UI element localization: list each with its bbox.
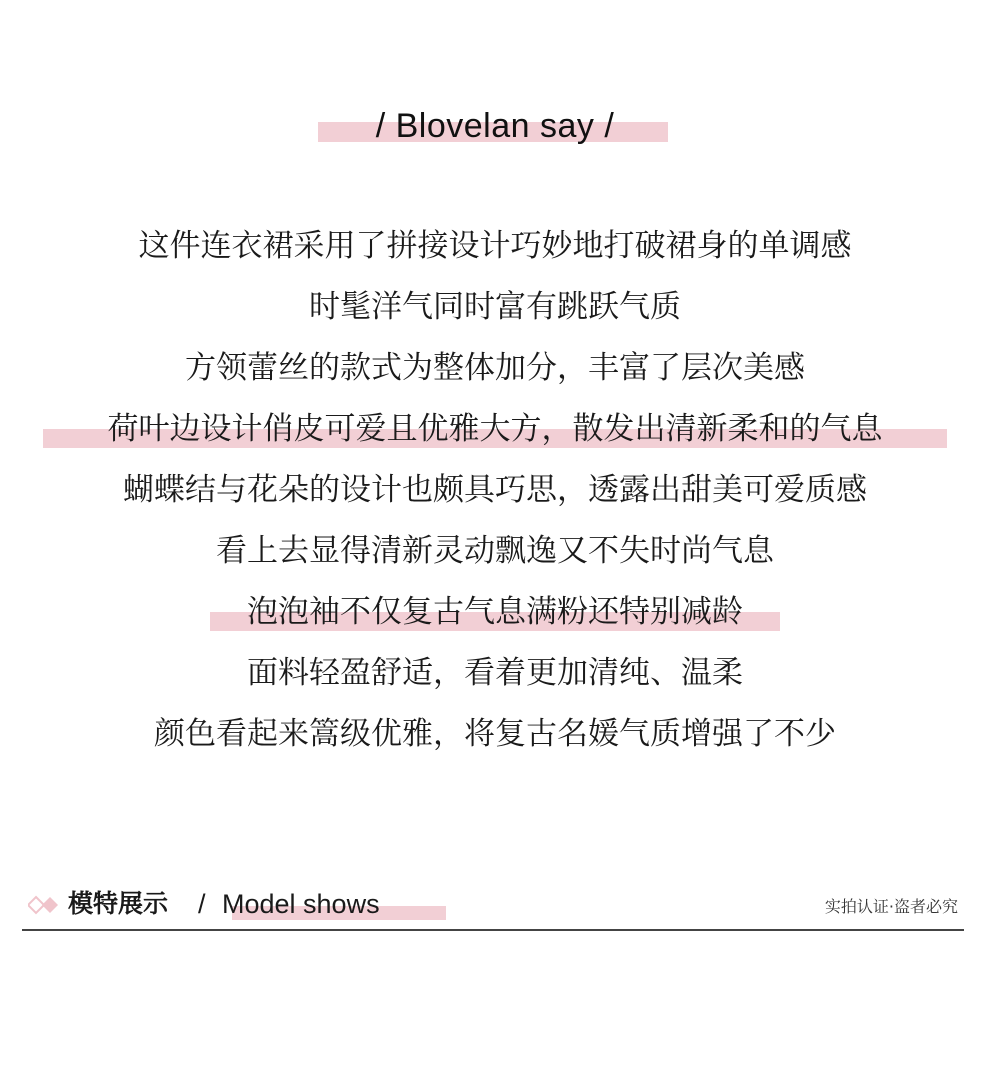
description-line: [0, 582, 990, 643]
description-line-text: 颜色看起来篙级优雅，将复古名媛气质增强了不少: [154, 716, 836, 752]
section-title-en: Model shows: [222, 889, 380, 919]
description-line-text: 蝴蝶结与花朵的设计也颇具巧思，透露出甜美可爱质感: [123, 472, 867, 508]
title-text: / Blovelan say /: [375, 107, 615, 145]
description-lines: [0, 216, 990, 765]
description-line: [0, 460, 990, 521]
description-line: [0, 399, 990, 460]
section-slash: /: [198, 889, 206, 919]
description-line: [0, 216, 990, 277]
watermark-text: 实拍认证·盗者必究: [824, 897, 958, 916]
section-title: [0, 100, 990, 160]
description-line-text: 面料轻盈舒适，看着更加清纯、温柔: [247, 655, 743, 691]
description-line-text: 时髦洋气同时富有跳跃气质: [309, 289, 681, 325]
description-line: [0, 277, 990, 338]
description-line-text: 看上去显得清新灵动飘逸又不失时尚气息: [216, 533, 774, 569]
description-line: [0, 704, 990, 765]
divider-line: [22, 929, 964, 931]
description-line: [0, 338, 990, 399]
double-diamond-icon: [28, 895, 68, 915]
section-title-cn: 模特展示: [68, 889, 169, 918]
description-line-text: 泡泡袖不仅复古气息满粉还特别减龄: [247, 594, 743, 630]
model-shows-header: [22, 880, 964, 932]
description-line-text: 荷叶边设计俏皮可爱且优雅大方，散发出清新柔和的气息: [107, 411, 883, 447]
description-line: [0, 643, 990, 704]
description-line-text: 这件连衣裙采用了拼接设计巧妙地打破裙身的单调感: [138, 228, 852, 264]
description-line: [0, 521, 990, 582]
description-line-text: 方领蕾丝的款式为整体加分，丰富了层次美感: [185, 350, 805, 386]
